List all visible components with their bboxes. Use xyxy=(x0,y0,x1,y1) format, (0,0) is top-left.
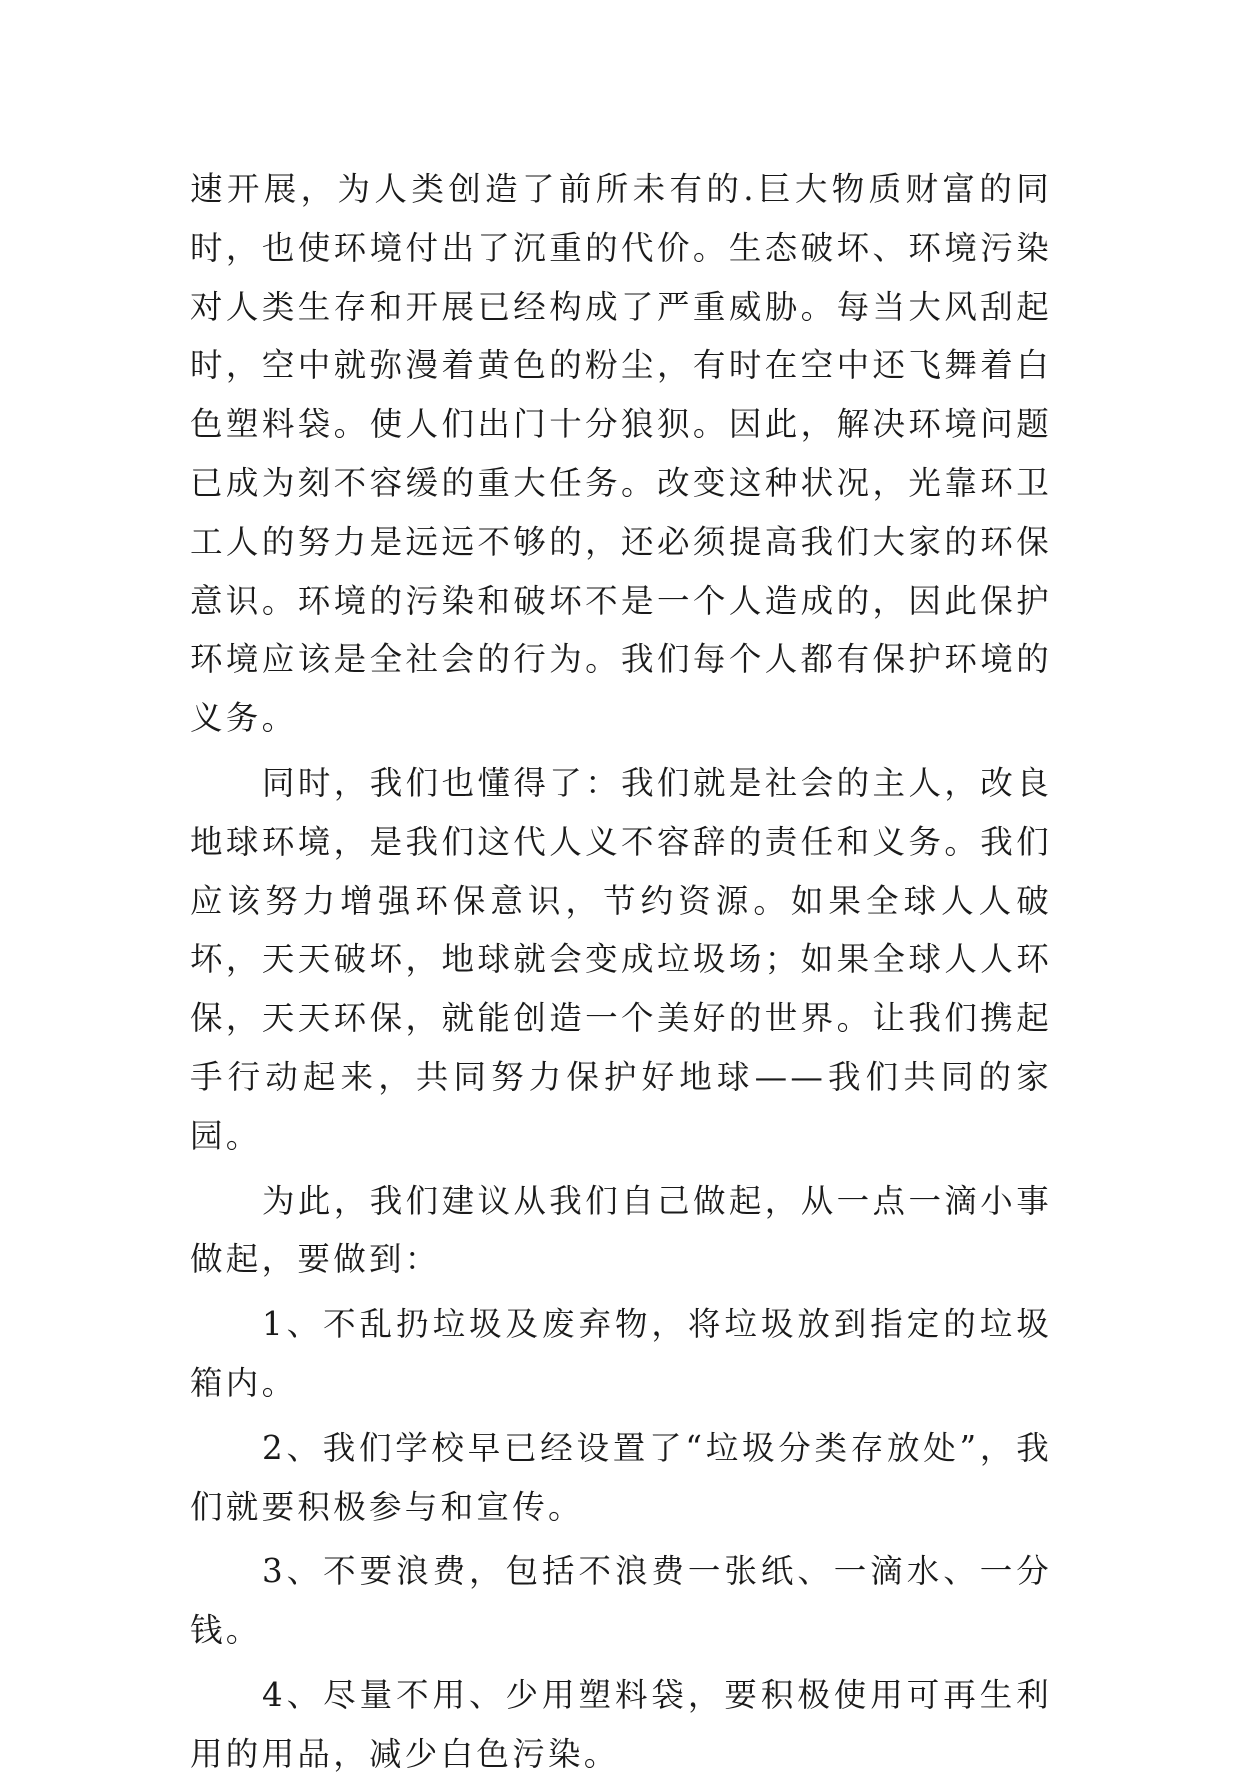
paragraph-responsibility: 同时，我们也懂得了：我们就是社会的主人，改良地球环境，是我们这代人义不容辞的责任和义务。我们应该努力增强环保意识，节约资源。如果全球人人破坏，天天破坏，地球就会变成垃圾场；如果全球人人环保，天天环保，就能创造一个美好的世界。让我们携起手行动起来，共同努力保护好地球——我们共同的家园。 xyxy=(190,763,1052,1155)
list-item-2: 2、我们学校早已经设置了“垃圾分类存放处”，我们就要积极参与和宣传。 xyxy=(190,1428,1052,1526)
list-item-3: 3、不要浪费，包括不浪费一张纸、一滴水、一分钱。 xyxy=(190,1552,1052,1650)
document-body xyxy=(190,160,1052,1790)
paragraph-proposal: 为此，我们建议从我们自己做起，从一点一滴小事做起，要做到： xyxy=(190,1181,1052,1279)
list-item-1: 1、不乱扔垃圾及废弃物，将垃圾放到指定的垃圾箱内。 xyxy=(190,1305,1052,1402)
list-item-4: 4、尽量不用、少用塑料袋，要积极使用可再生利用的用品，减少白色污染。 xyxy=(190,1675,1052,1773)
paragraph-intro: 速开展，为人类创造了前所未有的.巨大物质财富的同时，也使环境付出了沉重的代价。生态破坏、环境污染对人类生存和开展已经构成了严重威胁。每当大风刮起时，空中就弥漫着黄色的粉尘，有时在空中还飞舞着白色塑料袋。使人们出门十分狼狈。因此，解决环境问题已成为刻不容缓的重大任务。改变这种状况，光靠环卫工人的努力是远远不够的，还必须提高我们大家的环保意识。环境的污染和破坏不是一个人造成的，因此保护环境应该是全社会的行为。我们每个人都有保护环境的义务。 xyxy=(190,170,1052,738)
